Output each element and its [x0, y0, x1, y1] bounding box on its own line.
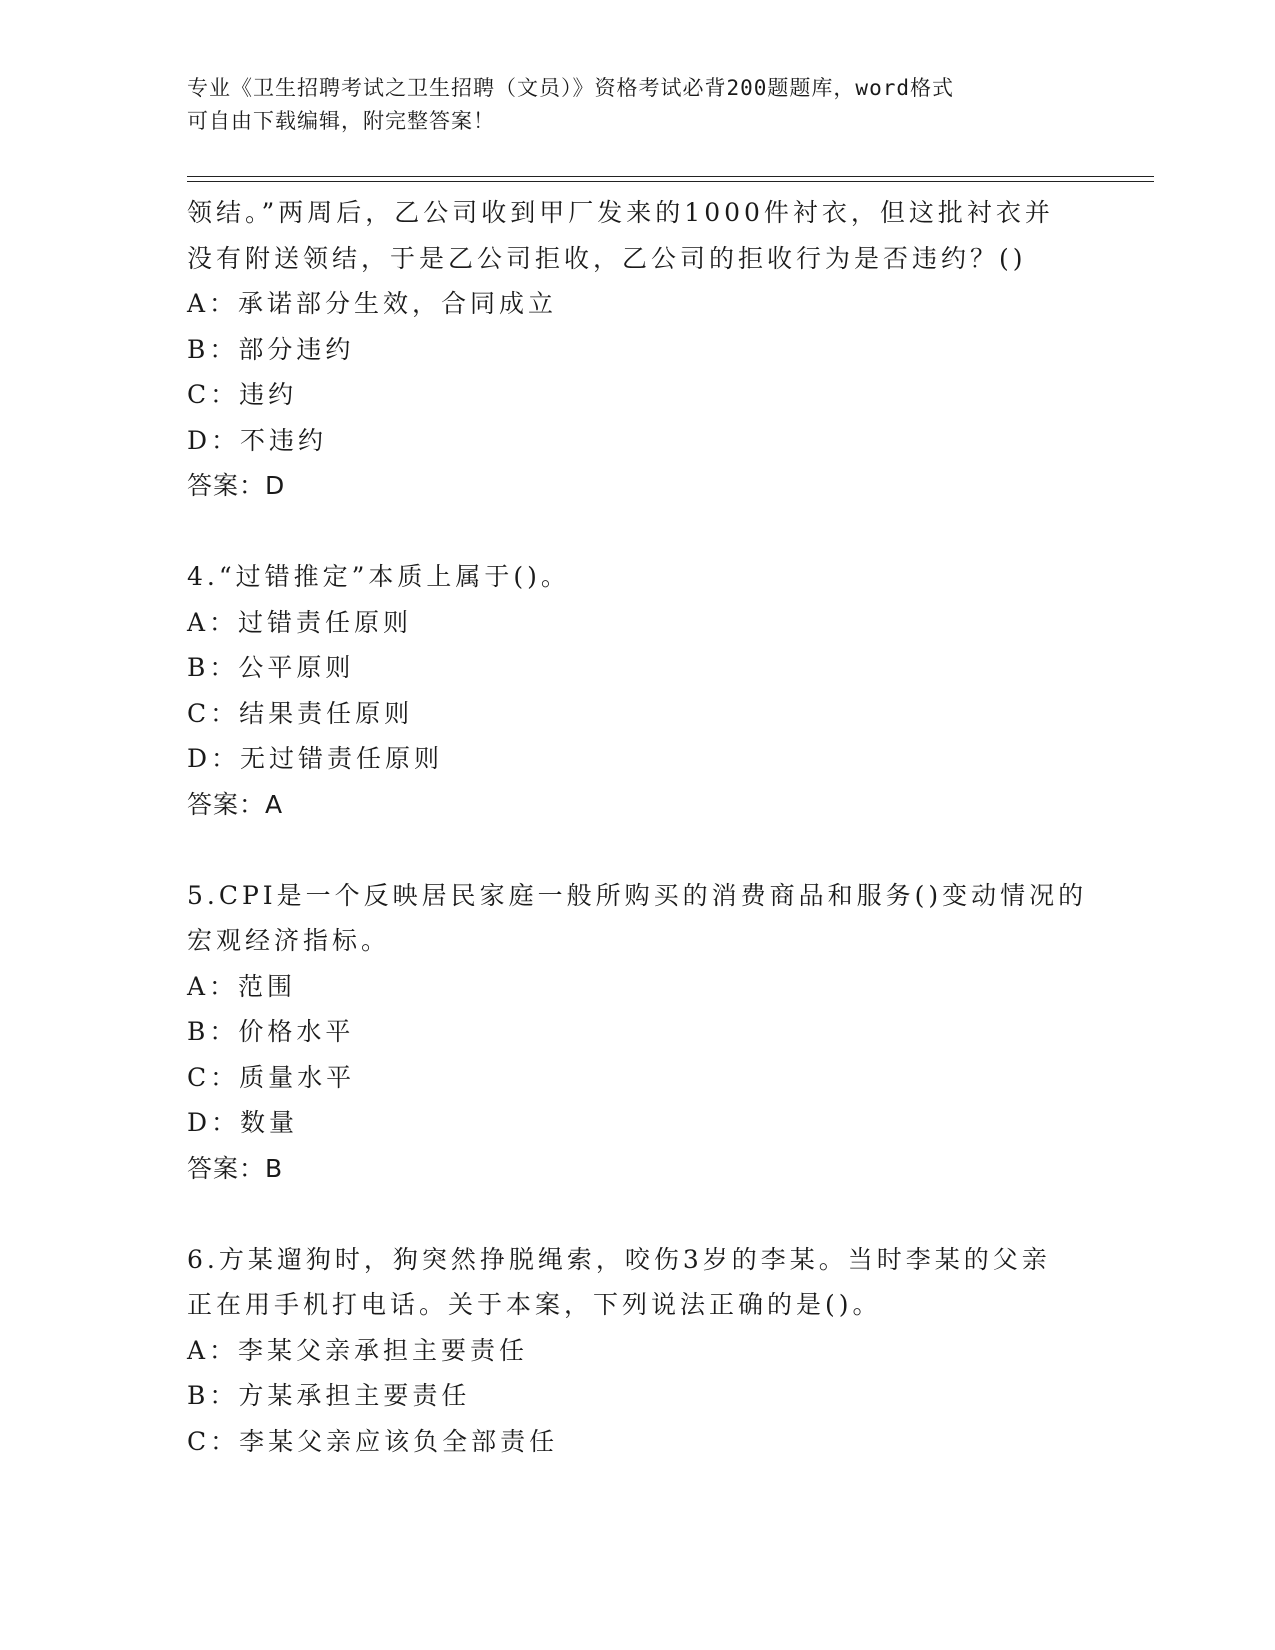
answer-line: 答案：A	[187, 789, 284, 819]
answer-line: 答案：B	[187, 1153, 284, 1183]
question-stem-line: 正在用手机打电话。关于本案，下列说法正确的是()。	[187, 1290, 882, 1319]
question-spacer	[187, 509, 1087, 555]
question-stem-line: 宏观经济指标。	[187, 926, 391, 955]
option-d: D：数量	[187, 1108, 299, 1137]
answer-line: 答案：D	[187, 471, 286, 500]
header-divider-top	[187, 176, 1154, 177]
header-divider-bottom	[187, 181, 1154, 182]
question-spacer	[187, 827, 1087, 873]
option-b: B：价格水平	[187, 1017, 355, 1046]
option-c: C：结果责任原则	[187, 698, 414, 728]
question-stem-line: 5.CPI是一个反映居民家庭一般所购买的消费商品和服务()变动情况的	[187, 880, 1088, 910]
question-stem-line: 4.“过错推定”本质上属于()。	[187, 562, 570, 591]
question-spacer	[187, 1191, 1087, 1237]
question-list	[187, 190, 1087, 1464]
option-c: C：质量水平	[187, 1062, 356, 1092]
option-b: B：部分违约	[187, 334, 355, 364]
option-a: A：范围	[187, 971, 297, 1001]
header-title-line-2: 可自由下载编辑，附完整答案！	[187, 109, 495, 133]
option-b: B：公平原则	[187, 653, 355, 682]
question-4	[187, 554, 1087, 827]
option-c: C：违约	[187, 380, 298, 409]
question-3	[187, 190, 1087, 509]
option-a: A：过错责任原则	[187, 607, 413, 637]
option-a: A：李某父亲承担主要责任	[187, 1335, 529, 1365]
option-c: C：李某父亲应该负全部责任	[187, 1426, 559, 1456]
document-header	[187, 72, 1067, 138]
question-6	[187, 1237, 1087, 1465]
option-b: B：方某承担主要责任	[187, 1381, 471, 1410]
option-a: A：承诺部分生效，合同成立	[187, 289, 558, 318]
question-stem-line: 6.方某遛狗时，狗突然挣脱绳索，咬伤3岁的李某。当时李某的父亲	[187, 1244, 1051, 1274]
option-d: D：不违约	[187, 425, 328, 455]
question-stem-line: 没有附送领结，于是乙公司拒收，乙公司的拒收行为是否违约？()	[187, 243, 1027, 273]
option-d: D：无过错责任原则	[187, 744, 444, 773]
header-title-line-1: 专业《卫生招聘考试之卫生招聘（文员）》资格考试必背200题题库，word格式	[187, 76, 954, 100]
question-5	[187, 873, 1087, 1192]
question-stem-line: 领结。”两周后，乙公司收到甲厂发来的1000件衬衣，但这批衬衣并	[187, 198, 1054, 227]
